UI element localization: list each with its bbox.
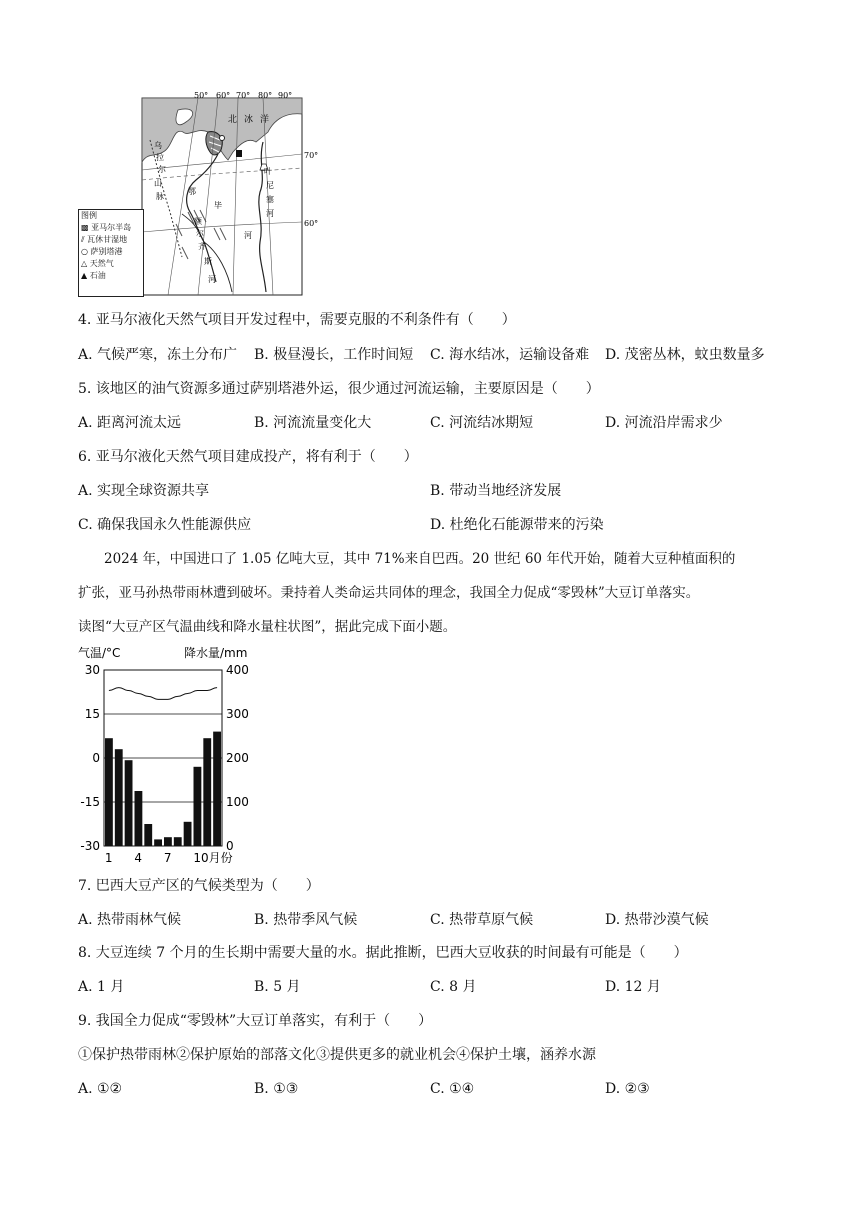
passage-line-3: 读图“大豆产区气温曲线和降水量柱状图”，据此完成下面小题。 [78, 619, 457, 635]
label-ural-3: 尔 [158, 165, 166, 174]
precip-bar [125, 760, 133, 846]
label-ocean-2: 冰 [244, 115, 254, 125]
label-ural-2: 拉 [156, 153, 164, 162]
q5-option-b: B. 河流流量变化大 [254, 415, 372, 431]
precip-bar [213, 732, 221, 846]
port-symbol [220, 136, 225, 141]
label-ural-5: 脉 [156, 192, 164, 201]
precip-bar [154, 839, 162, 846]
label-ob-3: 河 [244, 231, 252, 240]
legend-item-peninsula: ▩ 亚马尔半岛 [81, 223, 132, 232]
precip-bar [203, 738, 211, 846]
q4-option-a: A. 气候严寒，冻土分布广 [78, 347, 238, 363]
q7-option-d: D. 热带沙漠气候 [605, 912, 709, 928]
climate-chart-svg [76, 645, 266, 867]
label-irtysh-1: 额 [194, 217, 202, 226]
q9-option-c: C. ①④ [430, 1081, 475, 1097]
temperature-curve [109, 688, 217, 700]
q8-option-c: C. 8 月 [430, 979, 477, 995]
passage-line-2: 扩张，亚马孙热带雨林遭到破坏。秉持着人类命运共同体的理念，我国全力促成“零毁林”大豆订单落实。 [78, 585, 700, 601]
precip-tick-label: 0 [226, 839, 234, 853]
temp-axis-label: 气温/°C [78, 646, 121, 660]
q8-stem: 8. 大豆连续 7 个月的生长期中需要大量的水。据此推断，巴西大豆收获的时间最有可能是（ ） [78, 945, 688, 961]
q7-option-a: A. 热带雨林气候 [78, 912, 182, 928]
precip-bar [115, 749, 123, 846]
q7-option-b: B. 热带季风气候 [254, 912, 358, 928]
label-yenisei-1: 叶 [264, 167, 272, 176]
label-ocean-1: 北 [228, 115, 238, 125]
month-tick-label: 4 [134, 851, 143, 865]
temp-tick-label: -30 [80, 839, 100, 853]
q6-stem: 6. 亚马尔液化天然气项目建成投产，将有利于（ ） [78, 449, 418, 465]
passage-line-1: 2024 年，中国进口了 1.05 亿吨大豆，其中 71%来自巴西。20 世纪 60 年代开始，随着大豆种植面积的 [104, 551, 736, 567]
lon-label-70: 70° [236, 92, 251, 100]
q8-option-a: A. 1 月 [78, 979, 125, 995]
oil-symbol [236, 150, 242, 157]
q4-stem: 4. 亚马尔液化天然气项目开发过程中，需要克服的不利条件有（ ） [78, 312, 516, 328]
precip-bar [194, 767, 202, 846]
label-irtysh-4: 斯 [204, 257, 212, 266]
q5-stem: 5. 该地区的油气资源多通过萨别塔港外运，很少通过河流运输，主要原因是（ ） [78, 381, 600, 397]
lon-label-80: 80° [258, 92, 273, 100]
temp-tick-label: 30 [84, 663, 100, 677]
legend-item-oil: ▲ 石油 [81, 271, 106, 280]
precip-bar [144, 824, 152, 846]
q9-option-d: D. ②③ [605, 1081, 650, 1097]
q5-option-d: D. 河流沿岸需求少 [605, 415, 723, 431]
precip-tick-label: 400 [226, 663, 249, 677]
climate-chart [76, 645, 266, 867]
lon-label-90: 90° [278, 92, 293, 100]
month-tick-label: 1 [104, 851, 113, 865]
month-tick-label: 7 [163, 851, 172, 865]
q6-option-c: C. 确保我国永久性能源供应 [78, 517, 252, 533]
q6-option-b: B. 带动当地经济发展 [430, 483, 562, 499]
precip-tick-label: 100 [226, 795, 249, 809]
q7-option-c: C. 热带草原气候 [430, 912, 534, 928]
yamal-map-figure [78, 92, 318, 297]
q8-option-b: B. 5 月 [254, 979, 301, 995]
q4-option-d: D. 茂密丛林，蚊虫数量多 [605, 347, 765, 363]
precip-tick-label: 300 [226, 707, 249, 721]
month-tick-label: 10月份 [193, 851, 233, 865]
precip-bar [174, 837, 182, 846]
lon-label-60: 60° [216, 92, 231, 100]
q7-stem: 7. 巴西大豆产区的气候类型为（ ） [78, 878, 320, 894]
legend-item-wetland: ⫽ 瓦休甘湿地 [81, 235, 128, 244]
q8-option-d: D. 12 月 [605, 979, 661, 995]
label-yenisei-2: 尼 [266, 181, 274, 190]
label-ural-1: 乌 [154, 141, 162, 150]
precip-axis-label: 降水量/mm [184, 646, 248, 660]
label-irtysh-3: 齐 [198, 242, 206, 251]
q4-option-c: C. 海水结冰，运输设备难 [430, 347, 590, 363]
label-yenisei-3: 塞 [266, 195, 274, 204]
q4-option-b: B. 极昼漫长，工作时间短 [254, 347, 414, 363]
temp-tick-label: -15 [80, 795, 100, 809]
label-ob-1: 鄂 [188, 187, 196, 196]
legend-item-port: ○ 萨别塔港 [81, 247, 123, 256]
q9-stem: 9. 我国全力促成“零毁林”大豆订单落实，有利于（ ） [78, 1013, 433, 1029]
temp-tick-label: 15 [84, 707, 100, 721]
label-ob-2: 毕 [214, 201, 222, 210]
precip-bar [135, 791, 143, 846]
legend-title: 图例 [81, 211, 97, 220]
lat-label-70: 70° [304, 151, 318, 160]
temp-tick-label: 0 [92, 751, 100, 765]
q6-option-a: A. 实现全球资源共享 [78, 483, 210, 499]
q6-option-d: D. 杜绝化石能源带来的污染 [430, 517, 604, 533]
lon-label-50: 50° [194, 92, 209, 100]
precip-bar [184, 822, 192, 846]
precip-bar [105, 738, 113, 846]
label-yenisei-4: 河 [266, 209, 274, 218]
q9-option-a: A. ①② [78, 1081, 123, 1097]
legend-item-gas: △ 天然气 [81, 259, 114, 268]
q9-statements: ①保护热带雨林②保护原始的部落文化③提供更多的就业机会④保护土壤，涵养水源 [78, 1047, 596, 1063]
label-irtysh-5: 河 [208, 275, 216, 284]
lat-label-60: 60° [304, 219, 318, 228]
map-legend [78, 209, 144, 297]
label-ural-4: 山 [154, 179, 162, 188]
label-ocean-3: 洋 [260, 115, 270, 125]
precip-bar [164, 837, 172, 846]
q9-option-b: B. ①③ [254, 1081, 299, 1097]
precip-tick-label: 200 [226, 751, 249, 765]
q5-option-c: C. 河流结冰期短 [430, 415, 534, 431]
q5-option-a: A. 距离河流太远 [78, 415, 182, 431]
label-irtysh-2: 尔 [196, 229, 204, 238]
